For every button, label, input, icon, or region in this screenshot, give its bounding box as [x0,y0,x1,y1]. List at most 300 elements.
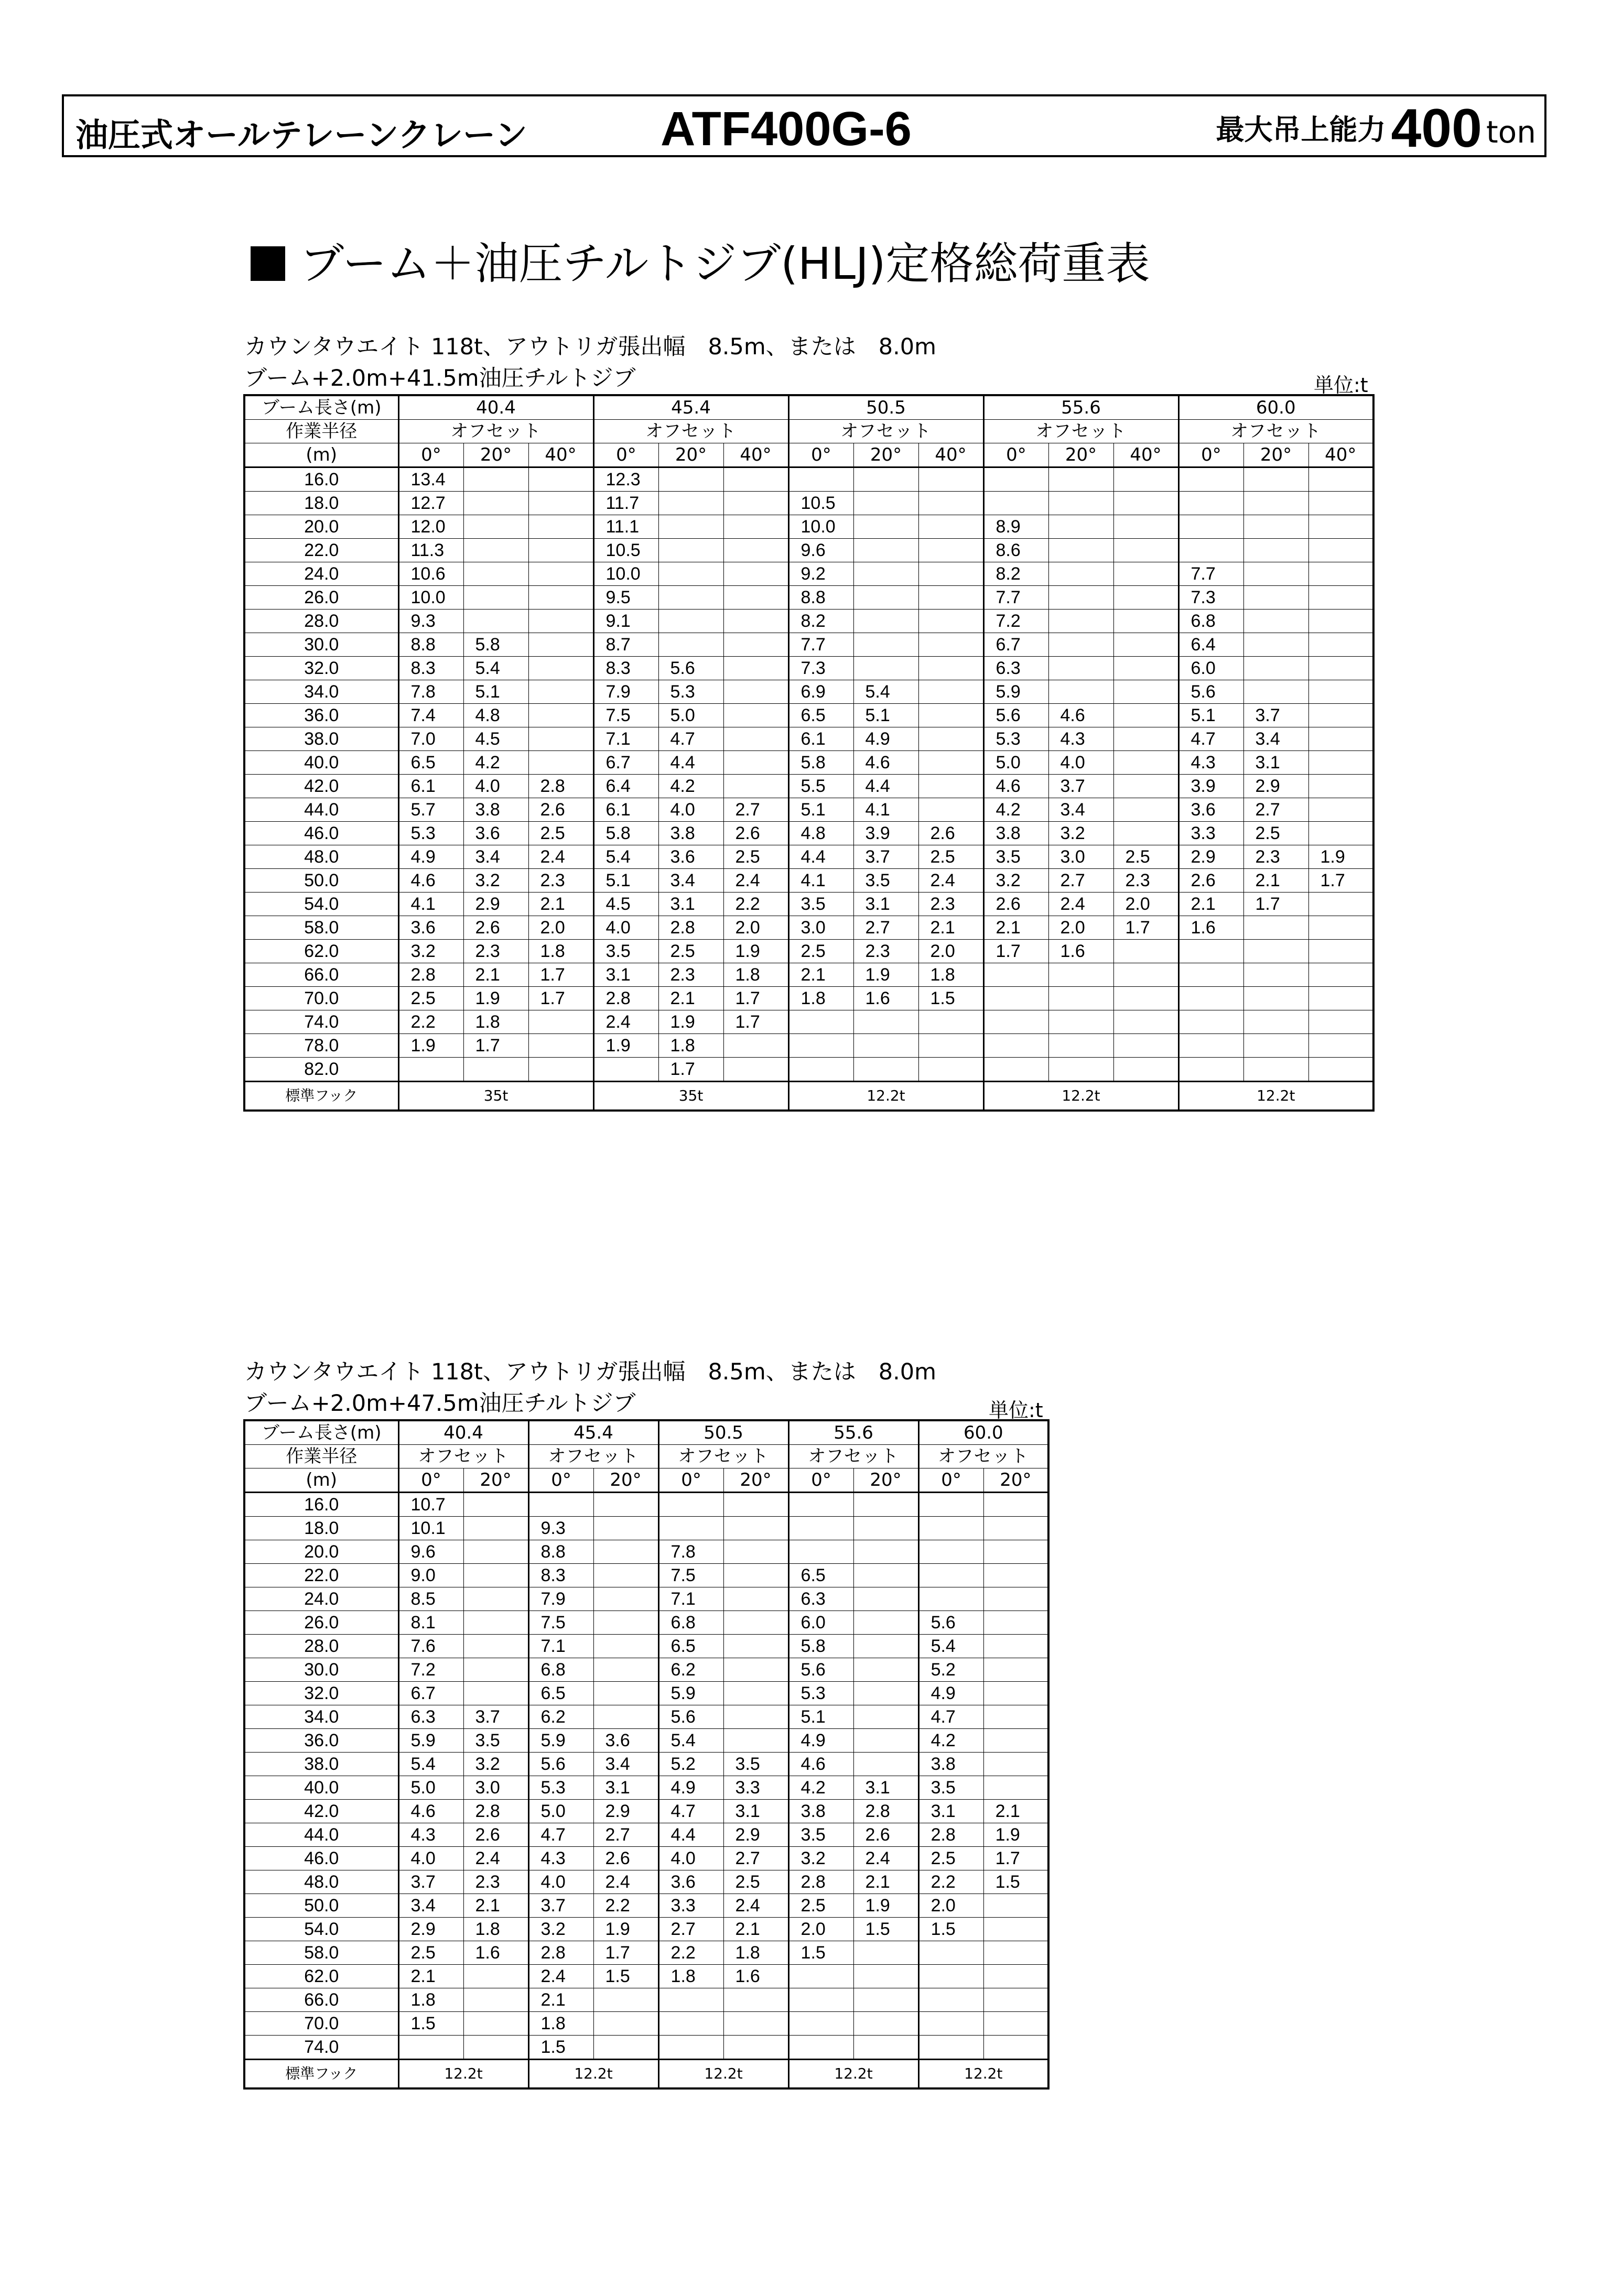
load-value-cell [1308,987,1373,1010]
load-value-cell: 8.3 [398,657,463,680]
load-value-cell [723,1705,788,1729]
offset-angle-header: 0° [398,443,463,467]
offset-label: オフセット [528,1445,658,1468]
load-value-cell: 4.9 [398,845,463,869]
load-value-cell [983,1058,1048,1082]
load-value-cell [463,1587,528,1611]
load-value-cell: 2.1 [463,1894,528,1918]
load-value-cell: 2.3 [463,940,528,963]
load-value-cell [1178,1010,1243,1034]
offset-angle-header: 0° [788,443,853,467]
load-value-cell [983,1611,1048,1635]
load-value-cell: 3.4 [1243,727,1308,751]
load-value-cell: 4.6 [398,1800,463,1823]
hook-row [244,2060,1048,2089]
load-value-cell: 1.7 [528,987,593,1010]
load-value-cell: 2.9 [593,1800,658,1823]
load-value-cell: 5.6 [918,1611,983,1635]
load-value-cell [788,1010,853,1034]
load-value-cell: 5.3 [658,680,723,704]
header-row-angles [244,1468,1048,1493]
working-radius-cell: 48.0 [244,845,398,869]
hook-value-cell: 12.2t [398,2060,528,2089]
offset-angle-header: 40° [918,443,983,467]
load-value-cell: 3.7 [853,845,918,869]
table-row [244,1800,1048,1823]
load-value-cell: 6.7 [398,1682,463,1705]
load-value-cell: 2.5 [918,845,983,869]
load-value-cell [528,1034,593,1058]
table-row [244,1965,1048,1988]
load-value-cell: 8.2 [983,562,1048,586]
load-value-cell: 5.0 [983,751,1048,775]
load-value-cell [918,1517,983,1540]
load-value-cell [1178,1058,1243,1082]
load-value-cell [723,586,788,610]
working-radius-cell: 70.0 [244,2012,398,2036]
load-value-cell [983,1776,1048,1800]
load-value-cell [723,1517,788,1540]
load-value-cell: 6.5 [788,1564,853,1587]
table-row [244,1988,1048,2012]
boom-length-header: 55.6 [983,395,1178,420]
load-value-cell: 3.5 [788,893,853,916]
load-value-cell: 3.6 [1178,798,1243,822]
load-value-cell: 2.7 [723,798,788,822]
load-value-cell [593,1635,658,1658]
capacity-value: 400 [1391,98,1482,159]
working-radius-cell: 18.0 [244,492,398,515]
load-value-cell [918,680,983,704]
working-radius-cell: 42.0 [244,775,398,798]
load-value-cell: 3.4 [593,1753,658,1776]
load-value-cell: 3.8 [983,822,1048,845]
offset-angle-header: 20° [463,1468,528,1493]
load-value-cell: 2.6 [1178,869,1243,893]
load-value-cell: 2.1 [983,916,1048,940]
load-value-cell: 1.7 [1113,916,1178,940]
load-value-cell [463,1965,528,1988]
load-value-cell [853,610,918,633]
load-value-cell: 3.2 [398,940,463,963]
load-value-cell: 1.8 [918,963,983,987]
offset-angle-header: 0° [788,1468,853,1493]
load-value-cell: 4.6 [983,775,1048,798]
load-value-cell: 1.8 [528,2012,593,2036]
load-value-cell [1243,680,1308,704]
radius-unit: (m) [244,443,398,467]
load-value-cell: 3.7 [528,1894,593,1918]
table-row [244,822,1373,845]
load-value-cell [593,1540,658,1564]
load-value-cell: 1.7 [1243,893,1308,916]
load-value-cell [1243,940,1308,963]
load-value-cell: 4.2 [658,775,723,798]
load-value-cell: 5.9 [983,680,1048,704]
working-radius-cell: 38.0 [244,1753,398,1776]
load-value-cell: 2.1 [398,1965,463,1988]
load-value-cell [723,633,788,657]
load-value-cell: 5.6 [1178,680,1243,704]
load-value-cell: 10.7 [398,1493,463,1517]
load-value-cell [723,680,788,704]
hook-value-cell: 35t [398,1082,593,1111]
load-value-cell: 6.1 [398,775,463,798]
table-row [244,1034,1373,1058]
load-value-cell: 7.4 [398,704,463,727]
table-row [244,727,1373,751]
load-value-cell [1243,1034,1308,1058]
load-value-cell [528,680,593,704]
load-value-cell [528,751,593,775]
header-row-boom [244,1420,1048,1445]
boom-length-header: 40.4 [398,395,593,420]
load-value-cell: 3.9 [1178,775,1243,798]
load-value-cell [1243,515,1308,539]
load-value-cell [918,2012,983,2036]
load-value-cell: 1.5 [853,1918,918,1941]
load-value-cell: 4.7 [1178,727,1243,751]
hook-value-cell: 12.2t [918,2060,1048,2089]
load-value-cell [1113,467,1178,492]
load-value-cell [853,1729,918,1753]
load-value-cell [528,1493,593,1517]
load-value-cell [918,467,983,492]
load-value-cell: 4.4 [658,1823,723,1847]
load-value-cell [1048,657,1113,680]
load-value-cell: 7.9 [528,1587,593,1611]
load-value-cell [1048,539,1113,562]
load-value-cell [1048,586,1113,610]
load-value-cell: 1.9 [723,940,788,963]
load-value-cell [463,1058,528,1082]
load-value-cell [1178,492,1243,515]
table1-unit: 単位:t [1314,374,1368,397]
load-value-cell: 3.2 [983,869,1048,893]
load-value-cell: 3.5 [853,869,918,893]
load-value-cell [983,2012,1048,2036]
load-value-cell [1048,633,1113,657]
load-value-cell [1113,562,1178,586]
load-value-cell: 2.3 [853,940,918,963]
load-value-cell: 2.8 [463,1800,528,1823]
load-value-cell [658,2012,723,2036]
load-value-cell [788,2012,853,2036]
load-value-cell [853,1753,918,1776]
hook-value-cell: 35t [593,1082,788,1111]
load-value-cell [1308,515,1373,539]
load-value-cell [918,2036,983,2060]
load-value-cell [1243,916,1308,940]
load-value-cell [853,562,918,586]
load-value-cell [1113,657,1178,680]
load-value-cell: 6.5 [788,704,853,727]
load-value-cell [463,586,528,610]
load-value-cell [853,1658,918,1682]
load-value-cell: 2.4 [528,1965,593,1988]
table-row [244,893,1373,916]
load-value-cell: 2.5 [1243,822,1308,845]
load-value-cell: 1.6 [1048,940,1113,963]
load-value-cell: 7.2 [398,1658,463,1682]
working-radius-cell: 24.0 [244,1587,398,1611]
load-value-cell: 3.2 [788,1847,853,1870]
load-value-cell: 2.4 [853,1847,918,1870]
load-value-cell [1048,515,1113,539]
working-radius-cell: 78.0 [244,1034,398,1058]
load-value-cell [1113,751,1178,775]
load-value-cell: 6.2 [658,1658,723,1682]
table-row [244,1729,1048,1753]
table-row [244,1587,1048,1611]
load-value-cell: 3.6 [398,916,463,940]
load-value-cell [983,1918,1048,1941]
load-value-cell: 4.6 [1048,704,1113,727]
header-row-angles [244,443,1373,467]
load-value-cell: 2.5 [788,940,853,963]
load-value-cell: 1.7 [658,1058,723,1082]
load-value-cell [983,1894,1048,1918]
load-value-cell: 6.3 [983,657,1048,680]
offset-angle-header: 0° [658,1468,723,1493]
table-row [244,869,1373,893]
load-value-cell: 2.5 [788,1894,853,1918]
load-value-cell [723,1564,788,1587]
load-value-cell: 2.4 [528,845,593,869]
load-value-cell [918,562,983,586]
load-value-cell [723,1540,788,1564]
load-value-cell: 3.5 [918,1776,983,1800]
load-value-cell: 2.0 [1113,893,1178,916]
table-row [244,775,1373,798]
offset-label: オフセット [658,1445,788,1468]
load-value-cell: 2.1 [1243,869,1308,893]
load-value-cell: 2.6 [918,822,983,845]
load-value-cell: 5.3 [398,822,463,845]
load-value-cell: 10.5 [593,539,658,562]
working-radius-cell: 62.0 [244,940,398,963]
load-value-cell [1308,539,1373,562]
working-radius-cell: 18.0 [244,1517,398,1540]
load-value-cell [1308,775,1373,798]
load-value-cell [593,2036,658,2060]
load-value-cell: 4.6 [398,869,463,893]
load-value-cell: 1.9 [853,963,918,987]
load-value-cell: 3.7 [1048,775,1113,798]
load-value-cell [723,775,788,798]
boom-length-header: 60.0 [1178,395,1373,420]
load-value-cell [723,751,788,775]
load-value-cell [853,467,918,492]
offset-angle-header: 0° [983,443,1048,467]
load-value-cell [1308,492,1373,515]
load-value-cell: 2.0 [918,1894,983,1918]
load-value-cell: 4.9 [788,1729,853,1753]
offset-angle-header: 20° [853,443,918,467]
working-radius-cell: 50.0 [244,1894,398,1918]
load-value-cell [398,2036,463,2060]
load-value-cell: 2.8 [528,1941,593,1965]
load-value-cell [853,1635,918,1658]
load-value-cell: 4.1 [788,869,853,893]
load-value-cell: 5.1 [788,798,853,822]
load-value-cell [528,562,593,586]
table-row [244,492,1373,515]
load-value-cell: 3.1 [723,1800,788,1823]
load-value-cell [658,586,723,610]
table-row [244,539,1373,562]
table-row [244,916,1373,940]
load-value-cell: 1.9 [398,1034,463,1058]
load-value-cell [1308,562,1373,586]
load-value-cell [1113,727,1178,751]
load-value-cell: 2.0 [528,916,593,940]
table-row [244,1058,1373,1082]
load-value-cell: 2.3 [1243,845,1308,869]
load-value-cell [983,1540,1048,1564]
load-value-cell: 2.9 [1243,775,1308,798]
load-value-cell [1308,727,1373,751]
load-value-cell [983,1493,1048,1517]
load-value-cell [1048,610,1113,633]
load-value-cell [918,492,983,515]
load-value-cell: 6.7 [983,633,1048,657]
load-value-cell: 2.1 [528,893,593,916]
load-value-cell: 2.5 [398,1941,463,1965]
load-value-cell [983,467,1048,492]
load-value-cell [1308,1010,1373,1034]
load-value-cell: 2.9 [398,1918,463,1941]
load-value-cell [723,515,788,539]
load-value-cell [463,2012,528,2036]
load-value-cell: 2.9 [1178,845,1243,869]
load-value-cell: 3.0 [788,916,853,940]
load-value-cell: 1.6 [723,1965,788,1988]
load-value-cell: 4.9 [918,1682,983,1705]
load-value-cell: 2.6 [528,798,593,822]
load-value-cell [1113,680,1178,704]
load-value-cell: 8.5 [398,1587,463,1611]
load-value-cell [1113,704,1178,727]
load-value-cell: 6.9 [788,680,853,704]
table-row [244,1823,1048,1847]
load-value-cell: 3.4 [463,845,528,869]
load-value-cell [983,1517,1048,1540]
load-value-cell [723,2012,788,2036]
load-value-cell: 6.7 [593,751,658,775]
load-value-cell: 1.7 [593,1941,658,1965]
load-value-cell [1308,1034,1373,1058]
load-value-cell: 2.6 [983,893,1048,916]
working-radius-cell: 44.0 [244,1823,398,1847]
load-value-cell [463,1493,528,1517]
load-value-cell: 4.8 [788,822,853,845]
load-value-cell [593,2012,658,2036]
load-value-cell: 2.7 [853,916,918,940]
load-value-cell: 1.7 [463,1034,528,1058]
load-value-cell: 1.7 [983,940,1048,963]
load-value-cell: 4.0 [1048,751,1113,775]
load-value-cell [723,492,788,515]
load-value-cell [1308,963,1373,987]
load-value-cell [983,1705,1048,1729]
table-row [244,1564,1048,1587]
load-value-cell: 3.4 [398,1894,463,1918]
load-value-cell [1048,1058,1113,1082]
load-value-cell [788,1965,853,1988]
load-value-cell [1308,916,1373,940]
load-value-cell: 1.6 [1178,916,1243,940]
load-value-cell: 6.2 [528,1705,593,1729]
load-value-cell [528,727,593,751]
load-value-cell: 2.6 [463,1823,528,1847]
offset-angle-header: 40° [723,443,788,467]
load-value-cell: 10.5 [788,492,853,515]
load-value-cell: 13.4 [398,467,463,492]
load-value-cell [1243,987,1308,1010]
offset-label: オフセット [983,420,1178,443]
table-row [244,963,1373,987]
load-value-cell: 2.2 [398,1010,463,1034]
working-radius-cell: 34.0 [244,680,398,704]
load-value-cell: 6.1 [593,798,658,822]
load-value-cell: 3.5 [723,1753,788,1776]
load-value-cell: 6.1 [788,727,853,751]
working-radius-cell: 32.0 [244,1682,398,1705]
load-value-cell [983,1941,1048,1965]
load-value-cell: 4.4 [658,751,723,775]
load-value-cell: 4.0 [658,1847,723,1870]
load-value-cell [788,2036,853,2060]
load-value-cell: 2.6 [723,822,788,845]
table-row [244,1847,1048,1870]
load-value-cell: 2.4 [918,869,983,893]
load-value-cell [463,610,528,633]
table-row [244,680,1373,704]
load-value-cell [1048,562,1113,586]
load-value-cell [983,1682,1048,1705]
load-value-cell: 4.3 [528,1847,593,1870]
radius-unit: (m) [244,1468,398,1493]
load-value-cell [1178,515,1243,539]
boom-length-header: 45.4 [528,1420,658,1445]
load-value-cell: 7.2 [983,610,1048,633]
load-value-cell: 4.9 [658,1776,723,1800]
load-value-cell: 8.7 [593,633,658,657]
load-value-cell [723,1635,788,1658]
load-value-cell: 11.3 [398,539,463,562]
load-value-cell [593,1058,658,1082]
load-value-cell [983,1729,1048,1753]
working-radius-cell: 50.0 [244,869,398,893]
working-radius-cell: 58.0 [244,1941,398,1965]
load-value-cell [1178,987,1243,1010]
boom-length-header: 60.0 [918,1420,1048,1445]
load-value-cell: 1.5 [788,1941,853,1965]
table-row [244,751,1373,775]
load-value-cell: 3.6 [463,822,528,845]
load-value-cell: 2.8 [593,987,658,1010]
working-radius-cell: 26.0 [244,1611,398,1635]
load-value-cell: 7.1 [528,1635,593,1658]
load-value-cell: 3.3 [723,1776,788,1800]
working-radius-cell: 32.0 [244,657,398,680]
boom-length-header: 50.5 [658,1420,788,1445]
offset-angle-header: 40° [528,443,593,467]
load-value-cell: 2.6 [463,916,528,940]
load-value-cell [1308,467,1373,492]
load-value-cell: 1.6 [463,1941,528,1965]
